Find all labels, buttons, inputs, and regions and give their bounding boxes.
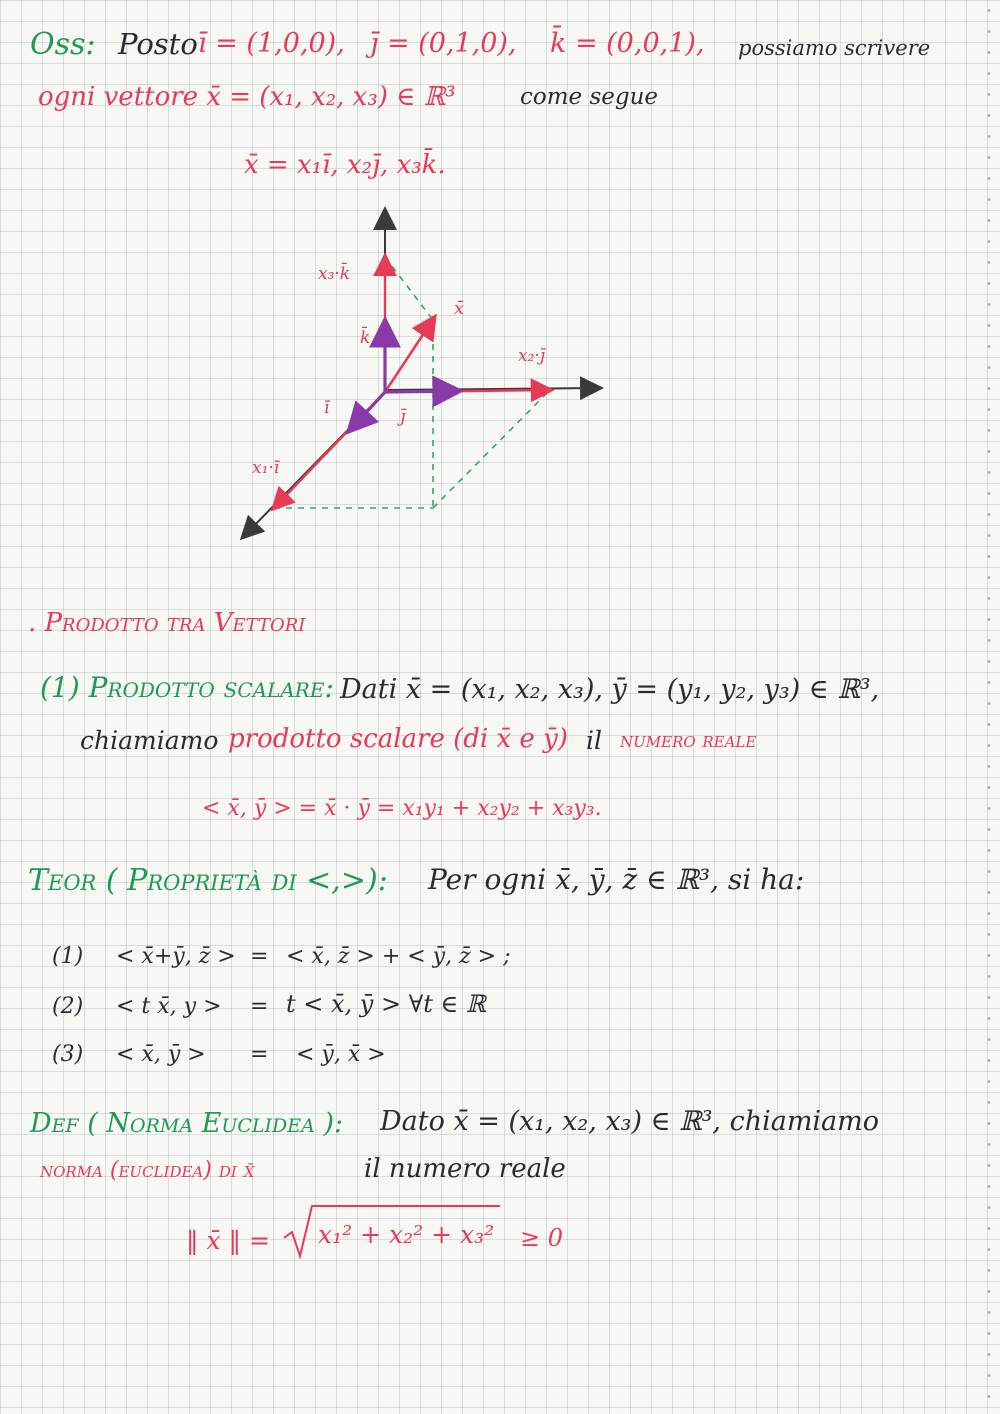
oss-posto: Posto	[118, 27, 198, 61]
oss-j-def: j̄ = (0,1,0),	[370, 28, 517, 59]
def-heading: Def ( Norma Euclidea ):	[30, 1108, 344, 1139]
prop-2-eq: =	[250, 994, 269, 1019]
prop-1-lhs: < x̄+ȳ, z̄ >	[116, 944, 236, 969]
teor-body: Per ogni x̄, ȳ, z̄ ∈ ℝ³, si ha:	[428, 863, 805, 896]
label-i: ī	[324, 398, 330, 418]
label-x3k: x₃·k̄	[318, 264, 351, 284]
label-k: k̄	[360, 328, 371, 348]
scalar-heading: (1) Prodotto scalare:	[40, 671, 334, 704]
scalar-formula: < x̄, ȳ > = x̄ · ȳ = x₁y₁ + x₂y₂ + x₃y₃.	[202, 796, 602, 821]
norm-lhs: ‖ x̄ ‖ =	[186, 1226, 270, 1255]
prop-3-eq: =	[250, 1042, 269, 1067]
prop-2-rhs: t < x̄, ȳ > ∀t ∈ ℝ	[286, 990, 486, 1018]
def-tail: il numero reale	[364, 1154, 566, 1184]
def-norma: norma (euclidea) di x̄	[40, 1158, 255, 1183]
prop-3-rhs: < ȳ, x̄ >	[296, 1042, 386, 1067]
oss-i-def: ī = (1,0,0),	[198, 28, 345, 59]
prop-2-lhs: < t x̄, y >	[116, 994, 222, 1019]
oss-k-def: k̄ = (0,0,1),	[550, 28, 705, 59]
oss-line2: ogni vettore x̄ = (x₁, x₂, x₃) ∈ ℝ³	[38, 82, 456, 112]
oss-formula: x̄ = x₁ī, x₂j̄, x₃k̄.	[244, 150, 446, 180]
label-j: j̄	[400, 406, 406, 427]
prop-1-eq: =	[250, 944, 269, 969]
teor-heading: Teor ( Proprietà di <,>):	[28, 863, 388, 898]
norm-radicand: x₁² + x₂² + x₃²	[318, 1220, 495, 1249]
scalar-numero-reale: numero reale	[620, 728, 757, 752]
section-title-text: Prodotto tra Vettori	[44, 608, 306, 638]
oss-label: Oss:	[30, 27, 96, 62]
section-bullet: .	[28, 608, 45, 638]
scalar-chiamiamo: chiamiamo	[80, 726, 219, 755]
label-x: x̄	[454, 298, 465, 319]
label-x2j: x₂·j̄	[518, 346, 546, 366]
prop-2-num: (2)	[52, 994, 84, 1019]
scalar-dati: Dati x̄ = (x₁, x₂, x₃), ȳ = (y₁, y₂, y₃) ∈ ℝ³,	[340, 674, 880, 705]
norm-rhs: ≥ 0	[520, 1224, 564, 1252]
prop-1-rhs: < x̄, z̄ > + < ȳ, z̄ > ;	[286, 944, 511, 969]
def-body: Dato x̄ = (x₁, x₂, x₃) ∈ ℝ³, chiamiamo	[380, 1106, 880, 1137]
prop-3-num: (3)	[52, 1042, 84, 1067]
oss-come-segue: come segue	[520, 84, 659, 110]
prop-3-lhs: < x̄, ȳ >	[116, 1042, 206, 1067]
scalar-prodotto: prodotto scalare (di x̄ e ȳ)	[228, 724, 568, 754]
oss-tail: possiamo scrivere	[738, 36, 931, 60]
label-x1i: x₁·ī	[252, 458, 280, 478]
prop-1-num: (1)	[52, 944, 84, 969]
scalar-il: il	[586, 726, 602, 755]
